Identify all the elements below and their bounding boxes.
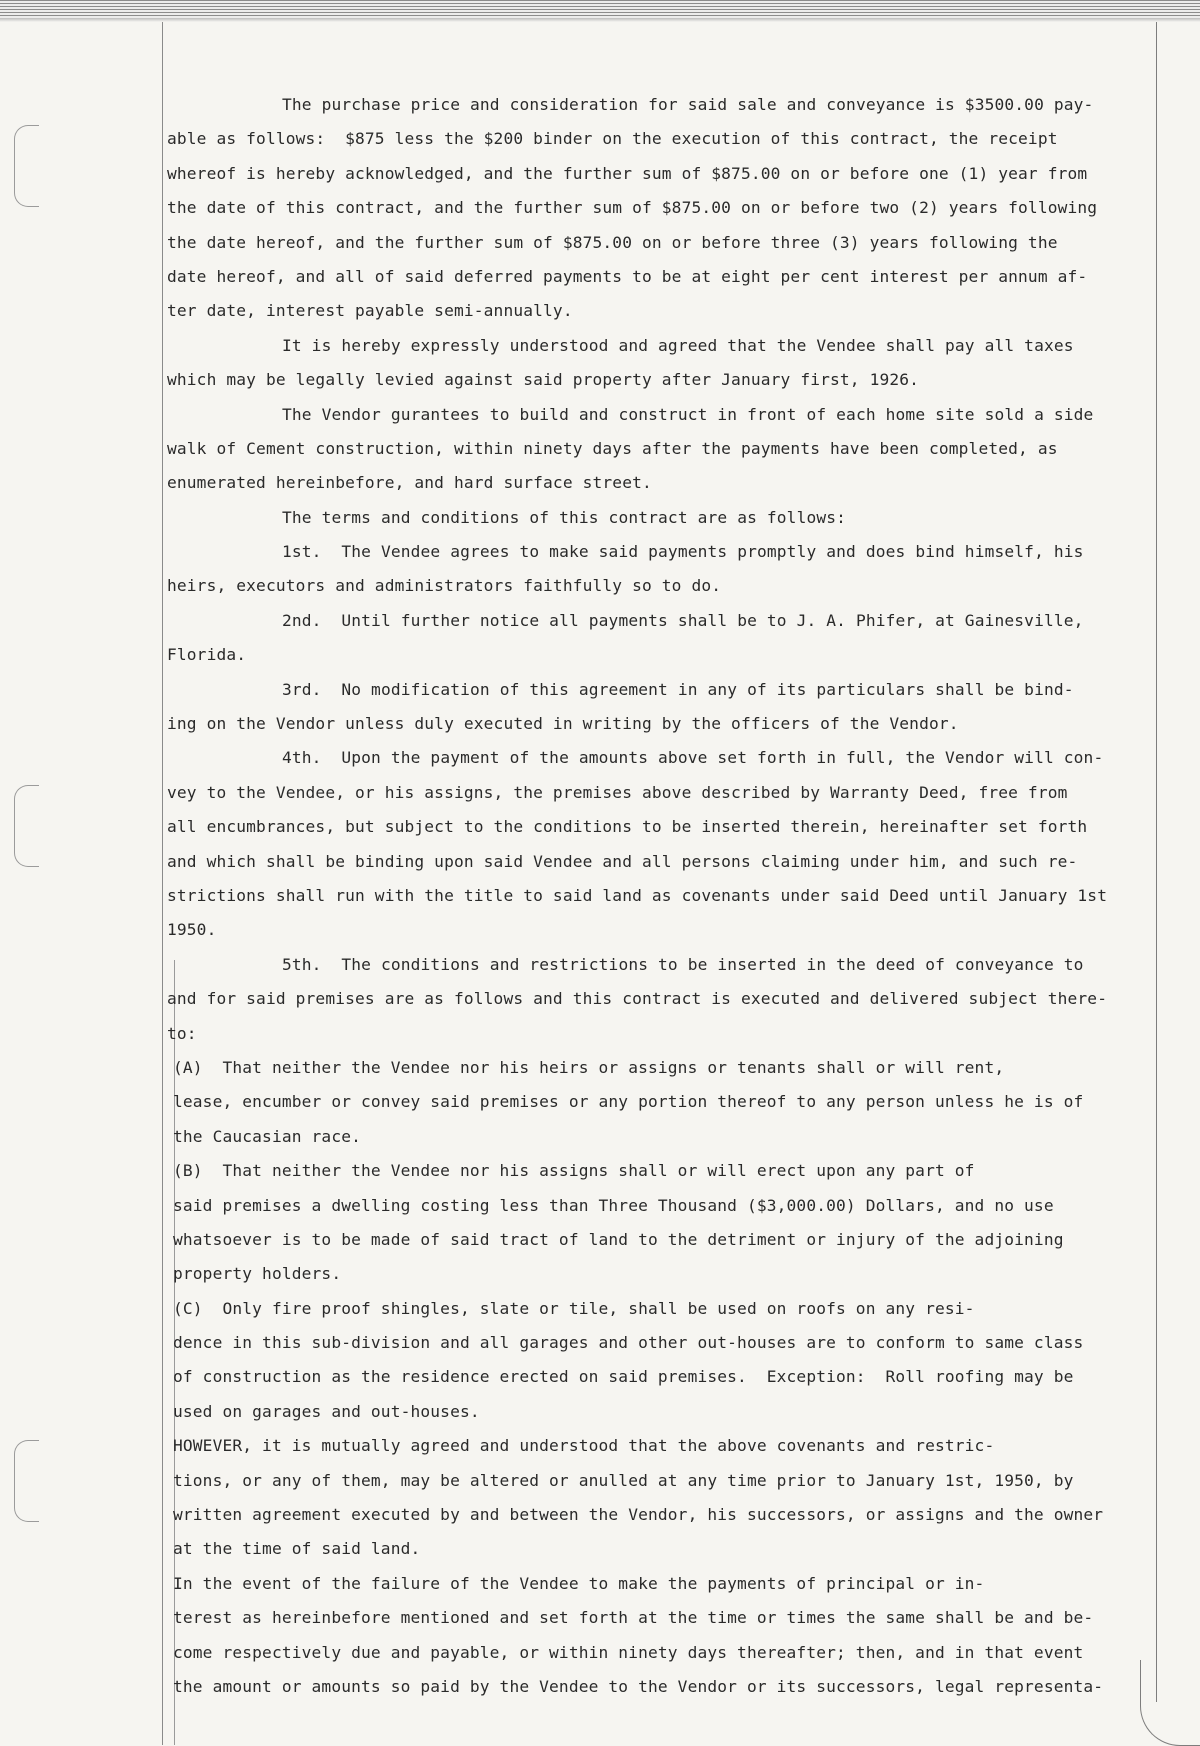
text-line: enumerated hereinbefore, and hard surface street.: [167, 473, 652, 493]
text-line: 4th. Upon the payment of the amounts above set forth in full, the Vendor will con-: [282, 748, 1104, 768]
text-line: said premises a dwelling costing less than Three Thousand ($3,000.00) Dollars, and no use: [173, 1195, 1054, 1215]
text-line: to:: [167, 1023, 197, 1043]
text-line: the amount or amounts so paid by the Vendee to the Vendor or its successors, legal representa-: [173, 1676, 1104, 1696]
text-line: 2nd. Until further notice all payments shall be to J. A. Phifer, at Gainesville,: [282, 610, 1084, 630]
text-line: 3rd. No modification of this agreement in any of its particulars shall be bind-: [282, 679, 1074, 699]
text-line: whereof is hereby acknowledged, and the further sum of $875.00 on or before one (1) year from: [167, 163, 1088, 183]
text-line: Florida.: [167, 645, 247, 665]
binder-hole: [14, 125, 39, 207]
text-line: date hereof, and all of said deferred payments to be at eight per cent interest per annum af-: [167, 266, 1088, 286]
text-line: 1950.: [167, 920, 217, 940]
page-top-shadow: [0, 18, 1200, 22]
left-margin-rule: [162, 22, 163, 1745]
text-line: It is hereby expressly understood and agreed that the Vendee shall pay all taxes: [282, 335, 1074, 355]
contract-body: [167, 88, 1157, 1704]
text-line: and which shall be binding upon said Vendee and all persons claiming under him, and such re-: [167, 851, 1078, 871]
text-line: heirs, executors and administrators faithfully so to do.: [167, 576, 722, 596]
page-top-edge: [0, 0, 1200, 18]
text-line: (A) That neither the Vendee nor his heirs or assigns or tenants shall or will rent,: [173, 1057, 1005, 1077]
text-line: the Caucasian race.: [173, 1126, 362, 1146]
text-line: all encumbrances, but subject to the conditions to be inserted therein, hereinafter set forth: [167, 817, 1088, 837]
text-line: 1st. The Vendee agrees to make said payments promptly and does bind himself, his: [282, 542, 1084, 562]
text-line: terest as hereinbefore mentioned and set forth at the time or times the same shall be and be-: [173, 1608, 1094, 1628]
text-line: written agreement executed by and between the Vendor, his successors, or assigns and the owner: [173, 1505, 1104, 1525]
text-line: and for said premises are as follows and this contract is executed and delivered subject there-: [167, 989, 1108, 1009]
text-line: (B) That neither the Vendee nor his assigns shall or will erect upon any part of: [173, 1161, 975, 1181]
text-line: lease, encumber or convey said premises or any portion thereof to any person unless he is of: [173, 1092, 1084, 1112]
text-line: which may be legally levied against said property after January first, 1926.: [167, 370, 920, 390]
text-line: at the time of said land.: [173, 1539, 421, 1559]
text-line: dence in this sub-division and all garages and other out-houses are to conform to same class: [173, 1333, 1084, 1353]
text-line: the date of this contract, and the further sum of $875.00 on or before two (2) years following: [167, 198, 1098, 218]
text-line: used on garages and out-houses.: [173, 1401, 480, 1421]
text-line: able as follows: $875 less the $200 binder on the execution of this contract, the receipt: [167, 129, 1058, 149]
text-line: The terms and conditions of this contract are as follows:: [282, 507, 847, 527]
text-line: of construction as the residence erected on said premises. Exception: Roll roofing may be: [173, 1367, 1074, 1387]
text-line: The purchase price and consideration for said sale and conveyance is $3500.00 pay-: [282, 95, 1094, 114]
text-line: walk of Cement construction, within ninety days after the payments have been completed, as: [167, 438, 1058, 458]
text-line: ing on the Vendor unless duly executed in writing by the officers of the Vendor.: [167, 714, 959, 734]
text-line: tions, or any of them, may be altered or anulled at any time prior to January 1st, 1950, by: [173, 1470, 1074, 1490]
binder-hole: [14, 785, 39, 867]
text-line: whatsoever is to be made of said tract of land to the detriment or injury of the adjoining: [173, 1229, 1064, 1249]
text-line: HOWEVER, it is mutually agreed and understood that the above covenants and restric-: [173, 1436, 995, 1456]
text-line: the date hereof, and the further sum of $875.00 on or before three (3) years following the: [167, 232, 1058, 252]
text-line: In the event of the failure of the Vendee to make the payments of principal or in-: [173, 1573, 985, 1593]
text-line: strictions shall run with the title to said land as covenants under said Deed until January 1st: [167, 885, 1108, 905]
binder-hole: [14, 1440, 39, 1522]
text-line: property holders.: [173, 1264, 342, 1284]
text-line: 5th. The conditions and restrictions to be inserted in the deed of conveyance to: [282, 954, 1084, 974]
text-line: vey to the Vendee, or his assigns, the premises above described by Warranty Deed, free from: [167, 782, 1068, 802]
text-line: ter date, interest payable semi-annually.: [167, 301, 573, 321]
text-line: The Vendor gurantees to build and construct in front of each home site sold a side: [282, 404, 1094, 424]
text-line: (C) Only fire proof shingles, slate or tile, shall be used on roofs on any resi-: [173, 1298, 975, 1318]
text-line: come respectively due and payable, or within ninety days thereafter; then, and in that event: [173, 1642, 1084, 1662]
